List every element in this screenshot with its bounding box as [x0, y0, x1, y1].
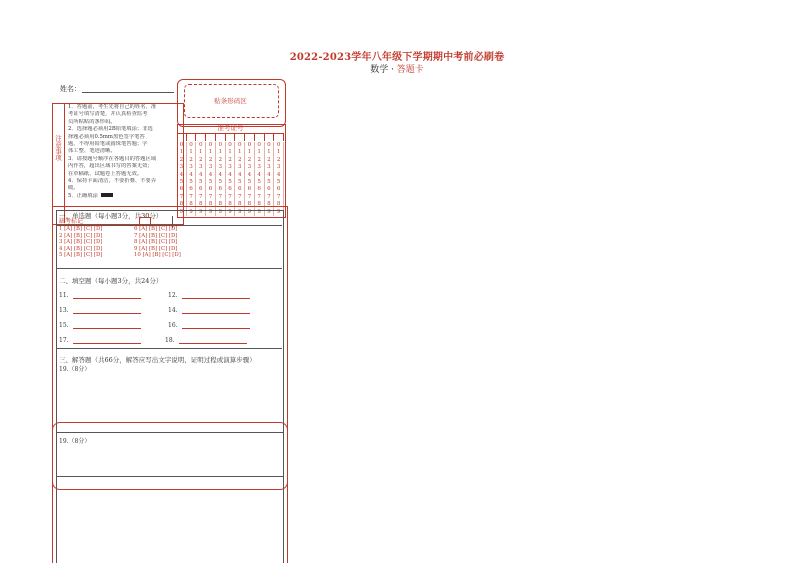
digit-bubble[interactable]: 1	[218, 149, 223, 156]
digit-bubble[interactable]: 2	[189, 156, 193, 163]
digit-bubble[interactable]: 0	[267, 142, 271, 148]
blank-number: 13.	[59, 307, 69, 314]
blank-item	[59, 322, 141, 329]
digit-bubble[interactable]: 8	[218, 201, 223, 208]
digit-bubble[interactable]: 9	[267, 208, 271, 215]
mc-row[interactable]: 10 [A] [B] [C] [D]	[134, 252, 181, 259]
exam-number-entry-cell[interactable]	[206, 133, 216, 141]
exam-number-digit-column	[196, 142, 206, 216]
digit-bubble[interactable]: 6	[189, 186, 193, 193]
digit-bubble[interactable]: 7	[179, 193, 184, 200]
digit-bubble[interactable]: 3	[237, 164, 242, 171]
blank-item	[59, 337, 141, 344]
digit-bubble[interactable]: 7	[257, 193, 261, 200]
digit-bubble[interactable]: 4	[247, 171, 252, 178]
digit-bubble[interactable]: 5	[257, 179, 261, 186]
fill-example-label: 5．正确填涂	[68, 192, 98, 199]
digit-bubble[interactable]: 6	[199, 186, 203, 193]
exam-number-digit-column	[187, 142, 197, 216]
digit-bubble[interactable]: 1	[237, 149, 242, 156]
digit-bubble[interactable]: 1	[189, 149, 193, 156]
blank-number: 12.	[168, 292, 178, 299]
digit-bubble[interactable]: 0	[179, 142, 184, 148]
digit-bubble[interactable]: 4	[228, 171, 232, 178]
digit-bubble[interactable]: 1	[179, 149, 184, 156]
mc-column-right	[134, 226, 181, 259]
name-label: 姓名：	[60, 85, 81, 93]
digit-bubble[interactable]: 7	[208, 193, 213, 200]
blank-answer-line[interactable]	[179, 337, 247, 344]
digit-bubble[interactable]: 4	[267, 171, 271, 178]
digit-bubble[interactable]: 9	[276, 208, 281, 215]
digit-bubble[interactable]: 0	[237, 142, 242, 148]
blank-number: 11.	[59, 292, 69, 299]
exam-number-heading: 准考证号	[177, 124, 284, 134]
digit-bubble[interactable]: 1	[257, 149, 261, 156]
notice-heading	[53, 135, 63, 161]
digit-bubble[interactable]: 5	[237, 179, 242, 186]
digit-bubble[interactable]: 2	[267, 156, 271, 163]
mc-row[interactable]: 5 [A] [B] [C] [D]	[59, 252, 103, 259]
digit-bubble[interactable]: 6	[218, 186, 223, 193]
exam-number-entry-cell[interactable]	[177, 133, 187, 141]
blank-answer-line[interactable]	[73, 337, 141, 344]
subtitle-separator: ·	[388, 65, 397, 75]
digit-bubble[interactable]: 9	[199, 208, 203, 215]
section3-heading: 三、解答题（共66分，解答应写出文字说明、证明过程或演算步骤）	[59, 356, 256, 364]
digit-bubble[interactable]: 3	[276, 164, 281, 171]
mc-row[interactable]: 9 [A] [B] [C] [D]	[134, 245, 178, 252]
digit-bubble[interactable]: 1	[267, 149, 271, 156]
digit-bubble[interactable]: 3	[257, 164, 261, 171]
question-label: 19.（8分）	[59, 438, 91, 445]
digit-bubble[interactable]: 5	[276, 179, 281, 186]
digit-bubble[interactable]: 5	[189, 179, 193, 186]
digit-bubble[interactable]: 9	[228, 208, 232, 215]
digit-bubble[interactable]: 7	[218, 193, 223, 200]
digit-bubble[interactable]: 3	[189, 164, 193, 171]
digit-bubble[interactable]: 4	[276, 171, 281, 178]
blank-answer-line[interactable]	[73, 322, 141, 329]
digit-bubble[interactable]: 2	[199, 156, 203, 163]
digit-bubble[interactable]: 8	[179, 201, 184, 208]
digit-bubble[interactable]: 5	[228, 179, 232, 186]
digit-bubble[interactable]: 2	[179, 156, 184, 163]
digit-bubble[interactable]: 9	[189, 208, 193, 215]
notice-line: 员所粘贴的条形码。	[68, 118, 116, 125]
digit-bubble[interactable]: 7	[267, 193, 271, 200]
exam-number-entry-cell[interactable]	[196, 133, 206, 141]
digit-bubble[interactable]: 2	[276, 156, 281, 163]
digit-bubble[interactable]: 3	[267, 164, 271, 171]
answer-sheet-label: 答题卡	[396, 65, 424, 75]
exam-number-digit-column	[177, 142, 187, 216]
digit-bubble[interactable]: 1	[228, 149, 232, 156]
exam-number-entry-cell[interactable]	[265, 133, 275, 141]
digit-bubble[interactable]: 8	[237, 201, 242, 208]
blank-answer-line[interactable]	[182, 307, 250, 314]
digit-bubble[interactable]: 7	[276, 193, 281, 200]
digit-bubble[interactable]: 9	[218, 208, 223, 215]
digit-bubble[interactable]: 3	[199, 164, 203, 171]
section1-heading: 一、单选题（每小题3分，共30分）	[59, 212, 163, 220]
digit-bubble[interactable]: 9	[237, 208, 242, 215]
digit-bubble[interactable]: 7	[237, 193, 242, 200]
digit-bubble[interactable]: 0	[276, 142, 281, 148]
digit-bubble[interactable]: 6	[276, 186, 281, 193]
digit-bubble[interactable]: 4	[189, 171, 193, 178]
exam-number-bubbles	[177, 142, 284, 216]
mc-row[interactable]: 3 [A] [B] [C] [D]	[59, 239, 103, 246]
digit-bubble[interactable]: 6	[267, 186, 271, 193]
digit-bubble[interactable]: 8	[267, 201, 271, 208]
digit-bubble[interactable]: 0	[247, 142, 252, 148]
subject-label: 数学	[370, 65, 389, 75]
notice-line: 题，不得用铅笔或圆珠笔答题；字	[68, 141, 148, 148]
mc-column-left	[59, 226, 102, 259]
exam-number-entry-row	[177, 133, 284, 141]
blank-number: 16.	[168, 322, 178, 329]
blank-answer-line[interactable]	[182, 292, 250, 299]
digit-bubble[interactable]: 8	[189, 201, 193, 208]
digit-bubble[interactable]: 3	[218, 164, 223, 171]
digit-bubble[interactable]: 8	[228, 201, 232, 208]
mc-row[interactable]: 6 [A] [B] [C] [D]	[134, 226, 178, 232]
mc-row[interactable]: 2 [A] [B] [C] [D]	[59, 232, 103, 239]
mc-row[interactable]: 1 [A] [B] [C] [D]	[59, 226, 103, 232]
notice-line: 考证号填写清楚，并认真检查监考	[68, 111, 148, 118]
digit-bubble[interactable]: 5	[247, 179, 252, 186]
mc-row[interactable]: 4 [A] [B] [C] [D]	[59, 245, 103, 252]
exam-number-entry-cell[interactable]	[187, 133, 197, 141]
digit-bubble[interactable]: 1	[276, 149, 281, 156]
blank-number: 17.	[59, 337, 69, 344]
digit-bubble[interactable]: 5	[199, 179, 203, 186]
notice-heading-text: 注意事项	[54, 135, 62, 161]
notice-line: 4．保持卡面清洁，不要折叠、不要弄	[68, 178, 157, 185]
notice-line: 内作答，超出区域书写的答案无效；	[68, 163, 153, 170]
blank-answer-line[interactable]	[182, 322, 250, 329]
digit-bubble[interactable]: 3	[228, 164, 232, 171]
digit-bubble[interactable]: 2	[208, 156, 213, 163]
barcode-label: 贴条形码区	[214, 97, 247, 105]
absent-mark-box[interactable]	[139, 217, 151, 225]
notice-heading-cell	[52, 103, 65, 223]
digit-bubble[interactable]: 9	[257, 208, 261, 215]
digit-bubble[interactable]: 0	[218, 142, 223, 148]
digit-bubble[interactable]: 7	[189, 193, 193, 200]
digit-bubble[interactable]: 5	[218, 179, 223, 186]
exam-number-digit-column	[235, 142, 245, 216]
digit-bubble[interactable]: 1	[199, 149, 203, 156]
digit-bubble[interactable]: 3	[179, 164, 184, 171]
digit-bubble[interactable]: 4	[257, 171, 261, 178]
filled-mark-icon	[101, 193, 113, 197]
exam-number-entry-cell[interactable]	[235, 133, 245, 141]
digit-bubble[interactable]: 0	[208, 142, 213, 148]
blank-answer-line[interactable]	[73, 307, 141, 314]
notice-line: 择题必须用0.5mm黑色签字笔答	[68, 133, 145, 140]
digit-bubble[interactable]: 4	[237, 171, 242, 178]
digit-bubble[interactable]: 4	[218, 171, 223, 178]
digit-bubble[interactable]: 0	[228, 142, 232, 148]
answer-area	[56, 210, 284, 563]
digit-bubble[interactable]: 9	[208, 208, 213, 215]
notice-line: 在草稿纸、试题卷上答题无效。	[68, 170, 143, 177]
blank-number: 18.	[165, 337, 175, 344]
digit-bubble[interactable]: 0	[189, 142, 193, 148]
blank-item	[165, 337, 247, 344]
exam-number-entry-cell[interactable]	[255, 133, 265, 141]
digit-bubble[interactable]: 4	[199, 171, 203, 178]
exam-number-digit-column	[206, 142, 216, 216]
digit-bubble[interactable]: 0	[257, 142, 261, 148]
notice-line: 破。	[68, 185, 79, 192]
digit-bubble[interactable]: 2	[218, 156, 223, 163]
blank-number: 14.	[168, 307, 178, 314]
page-subtitle	[0, 62, 794, 75]
section-divider	[56, 268, 282, 269]
exam-number-digit-column	[245, 142, 255, 216]
digit-bubble[interactable]: 6	[237, 186, 242, 193]
digit-bubble[interactable]: 2	[257, 156, 261, 163]
digit-bubble[interactable]: 6	[247, 186, 252, 193]
blank-item	[59, 307, 141, 314]
name-field[interactable]	[82, 92, 174, 93]
notice-line: 2．选择题必须用2B铅笔填涂；非选	[68, 126, 153, 133]
digit-bubble[interactable]: 6	[179, 186, 184, 193]
exam-number-digit-column	[255, 142, 265, 216]
digit-bubble[interactable]: 6	[228, 186, 232, 193]
absent-mark-label: 缺考标记	[59, 218, 84, 225]
question-label: 19.（8分）	[59, 366, 91, 373]
section-divider	[56, 348, 282, 349]
notice-line: 1．答题前，考生先将自己的姓名、准	[68, 104, 157, 110]
mc-row[interactable]: 8 [A] [B] [C] [D]	[134, 239, 178, 246]
exam-number-digit-column	[216, 142, 226, 216]
digit-bubble[interactable]: 4	[208, 171, 213, 178]
digit-bubble[interactable]: 5	[267, 179, 271, 186]
page-title: 2022-2023学年八年级下学期期中考前必刷卷	[289, 52, 505, 63]
exam-number-entry-cell[interactable]	[226, 133, 236, 141]
digit-bubble[interactable]: 5	[208, 179, 213, 186]
exam-number-digit-column	[274, 142, 284, 216]
blank-item	[168, 322, 250, 329]
digit-bubble[interactable]: 2	[247, 156, 252, 163]
blank-number: 15.	[59, 322, 69, 329]
exam-number-digit-column	[265, 142, 275, 216]
digit-bubble[interactable]: 6	[208, 186, 213, 193]
digit-bubble[interactable]: 8	[208, 201, 213, 208]
digit-bubble[interactable]: 6	[257, 186, 261, 193]
digit-bubble[interactable]: 2	[228, 156, 232, 163]
exam-number-digit-column	[226, 142, 236, 216]
digit-bubble[interactable]: 3	[247, 164, 252, 171]
exam-number-entry-cell[interactable]	[216, 133, 226, 141]
fill-example	[68, 193, 178, 200]
absent-row	[56, 216, 282, 226]
digit-bubble[interactable]: 8	[257, 201, 261, 208]
exam-number-entry-cell[interactable]	[274, 133, 284, 141]
exam-number-entry-cell[interactable]	[245, 133, 255, 141]
section2-heading: 二、填空题（每小题3分，共24分）	[59, 277, 163, 285]
digit-bubble[interactable]: 2	[237, 156, 242, 163]
blank-answer-line[interactable]	[73, 292, 141, 299]
digit-bubble[interactable]: 1	[247, 149, 252, 156]
digit-bubble[interactable]: 5	[179, 179, 184, 186]
digit-bubble[interactable]: 7	[228, 193, 232, 200]
digit-bubble[interactable]: 4	[179, 171, 184, 178]
digit-bubble[interactable]: 0	[199, 142, 203, 148]
digit-bubble[interactable]: 7	[247, 193, 252, 200]
digit-bubble[interactable]: 9	[179, 208, 184, 215]
digit-bubble[interactable]: 8	[247, 201, 252, 208]
digit-bubble[interactable]: 8	[199, 201, 203, 208]
blank-item	[168, 292, 250, 299]
mc-row[interactable]: 7 [A] [B] [C] [D]	[134, 232, 178, 239]
digit-bubble[interactable]: 7	[199, 193, 203, 200]
blank-item	[59, 292, 141, 299]
notice-text	[68, 104, 178, 200]
digit-bubble[interactable]: 3	[208, 164, 213, 171]
blank-item	[168, 307, 250, 314]
digit-bubble[interactable]: 8	[276, 201, 281, 208]
notice-line: 体工整、笔迹清晰。	[68, 148, 116, 155]
digit-bubble[interactable]: 1	[208, 149, 213, 156]
notice-line: 3．请按题号顺序在各题目的答题区域	[68, 155, 157, 162]
digit-bubble[interactable]: 9	[247, 208, 252, 215]
